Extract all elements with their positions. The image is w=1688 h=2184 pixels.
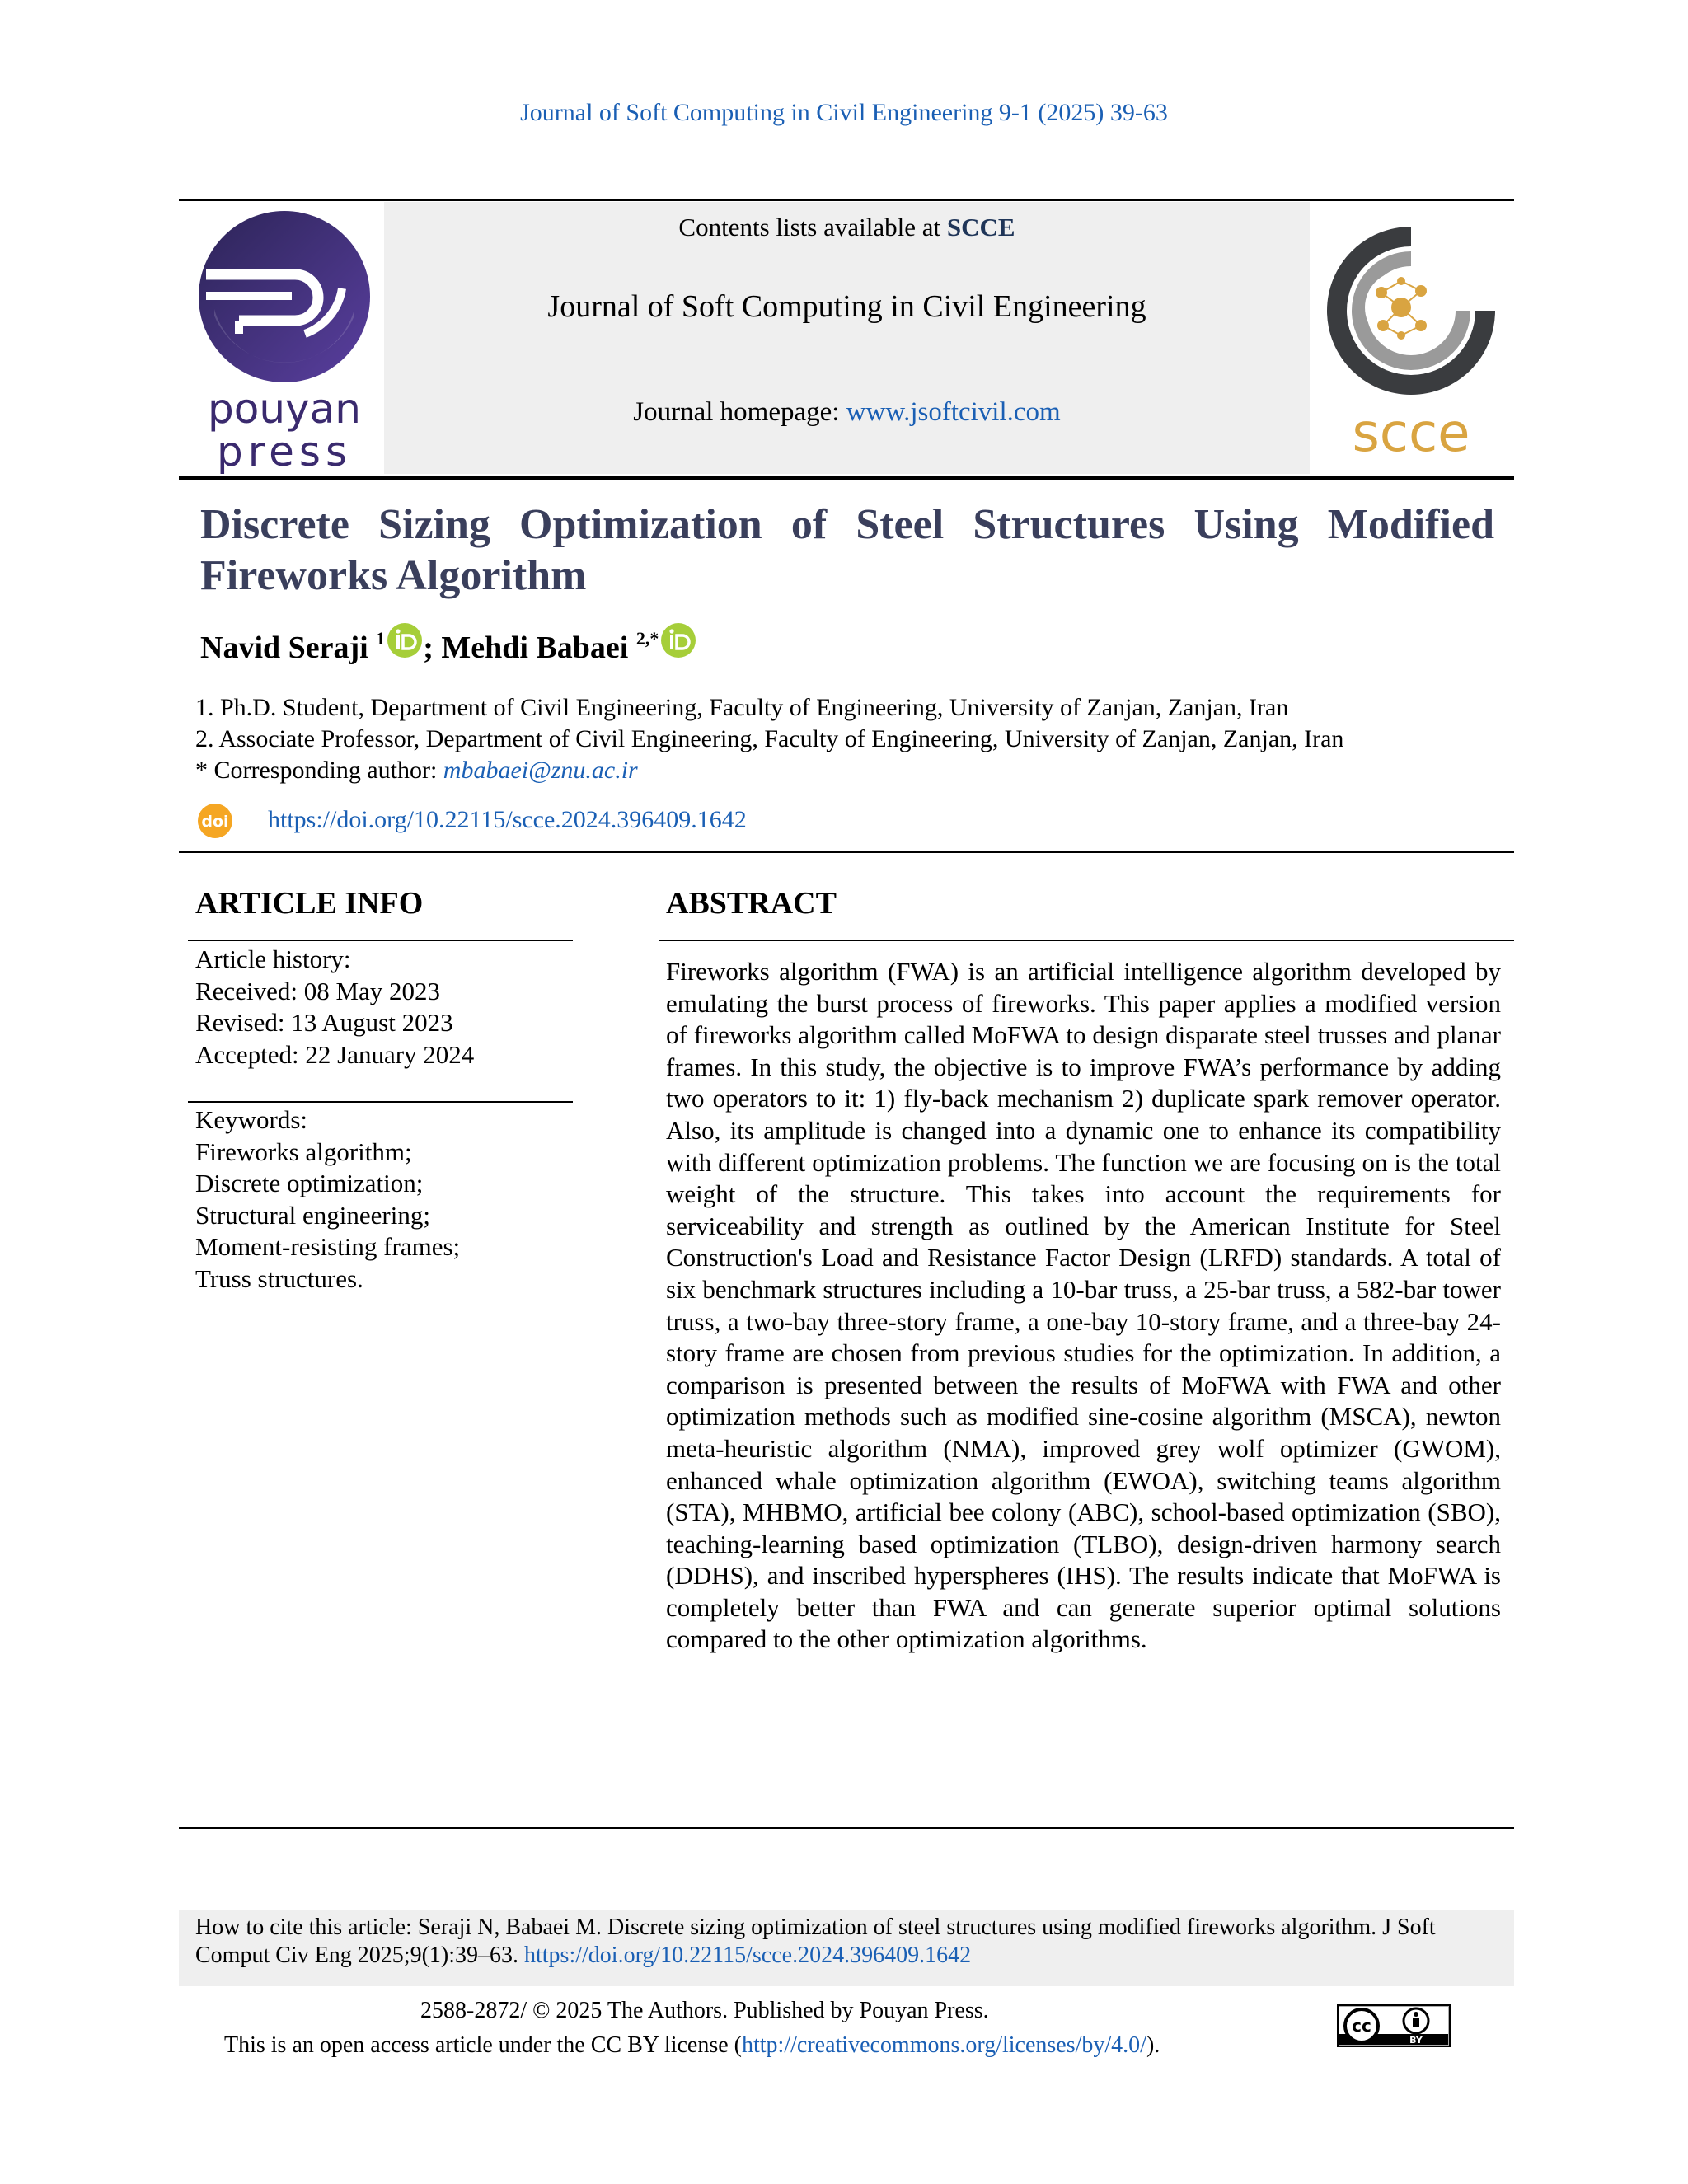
svg-text:cc: cc <box>1352 2016 1372 2036</box>
affiliation: 2. Associate Professor, Department of Civil Engineering, Faculty of Engineering, University of Zanjan, Zanjan, Iran <box>195 725 1344 752</box>
citation <box>195 1914 1506 1970</box>
header-bottom-rule <box>179 476 1514 480</box>
keywords-rule <box>188 1101 573 1103</box>
license-line <box>224 2032 1160 2059</box>
orcid-icon[interactable] <box>387 622 423 658</box>
homepage-link[interactable]: www.jsoftcivil.com <box>846 397 1061 427</box>
received-date: Received: 08 May 2023 <box>195 976 441 1005</box>
license-link[interactable]: http://creativecommons.org/licenses/by/4.0/ <box>742 2032 1146 2058</box>
scce-logo <box>1311 218 1512 466</box>
contents-line <box>384 213 1310 242</box>
journal-reference: Journal of Soft Computing in Civil Engineering 9-1 (2025) 39-63 <box>520 99 1168 126</box>
contents-prefix: Contents lists available at <box>678 213 947 241</box>
author-name: Navid Seraji <box>200 630 368 665</box>
abstract-text: Fireworks algorithm (FWA) is an artificial intelligence algorithm developed by emulating the burst process of fireworks. This paper applies a modified version of fireworks algorithm called MoFWA to design disparate steel trusses and planar frames. In this study, the objective is to improve FWA’s performance by adding two operators to it: 1) fly-back mechanism 2) duplicate spark remover operator. Also, its amplitude is changed into a dynamic one to enhance its compatibility with different optimization problems. The function we are focusing on is the total weight of the structure. This takes into account the requirements for serviceability and strength as outlined by the American Institute for Steel Construction's Load and Resistance Factor Design (LRFD) standards. A total of six benchmark structures including a 10-bar truss, a 25-bar truss, a 582-bar tower truss, a two-bay three-story frame, a one-bay 10-story frame, and a three-bay 24-story frame are chosen from previous studies for the optimization. In addition, a comparison is presented between the results of MoFWA with FWA and other optimization methods such as modified sine-cosine algorithm (MSCA), newton meta-heuristic algorithm (NMA), improved grey wolf optimizer (GWOM), enhanced whale optimization algorithm (EWOA), switching teams algorithm (STA), MHBMO, artificial bee colony (ABC), school-based optimization (SBO), teaching-learning based optimization (TLBO), design-driven harmony search (DDHS), and inscribed hyperspheres (IHS). The results indicate that MoFWA is completely better than FWA and can generate superior optimal solutions compared to the other optimization algorithms. <box>666 957 1501 1654</box>
author-separator: ; <box>423 630 442 665</box>
keyword-item: Structural engineering; <box>195 1200 430 1230</box>
doi-icon-label: doi <box>201 813 229 831</box>
keywords <box>195 1104 460 1295</box>
section-end-rule <box>179 1827 1514 1829</box>
cc-badge-label: BY <box>1409 2035 1423 2046</box>
keywords-label: Keywords: <box>195 1105 308 1134</box>
scce-logo-word: scce <box>1352 403 1470 464</box>
doi-icon <box>195 803 235 839</box>
author-name: Mehdi Babaei <box>441 630 629 665</box>
article-title: Discrete Sizing Optimization of Steel Structures Using Modified Fireworks Algorithm <box>200 501 1494 599</box>
author-superscript: 1 <box>376 628 386 649</box>
author-superscript: 2,* <box>635 628 659 649</box>
corresponding-label: * Corresponding author: <box>195 757 443 784</box>
pouyan-logo-word1: pouyan <box>208 385 361 433</box>
abstract-rule <box>659 940 1514 941</box>
article-history <box>195 944 474 1071</box>
contents-brand: SCCE <box>946 213 1015 241</box>
license-suffix: ). <box>1146 2032 1160 2058</box>
keyword-item: Truss structures. <box>195 1263 363 1293</box>
abstract-heading: ABSTRACT <box>666 886 837 921</box>
pouyan-logo-word2: press <box>216 428 353 474</box>
header-top-rule <box>179 199 1514 201</box>
pouyan-press-logo <box>190 210 379 474</box>
journal-name: Journal of Soft Computing in Civil Engineering <box>547 289 1146 324</box>
revised-date: Revised: 13 August 2023 <box>195 1008 453 1037</box>
affiliation: 1. Ph.D. Student, Department of Civil Engineering, Faculty of Engineering, University of Zanjan, Zanjan, Iran <box>195 694 1289 721</box>
article-info-rule <box>188 940 573 941</box>
corresponding-author <box>195 757 638 785</box>
header-banner <box>384 202 1310 474</box>
orcid-icon[interactable] <box>660 622 696 658</box>
keyword-item: Fireworks algorithm; <box>195 1137 412 1166</box>
citation-doi-link[interactable]: https://doi.org/10.22115/scce.2024.396409.1642 <box>524 1943 972 1968</box>
article-info-heading: ARTICLE INFO <box>195 886 424 921</box>
copyright-line: 2588-2872/ © 2025 The Authors. Published by Pouyan Press. <box>420 1998 989 2023</box>
cc-by-badge[interactable] <box>1337 2004 1451 2047</box>
keyword-item: Moment-resisting frames; <box>195 1232 461 1261</box>
accepted-date: Accepted: 22 January 2024 <box>195 1039 475 1069</box>
corresponding-email-link[interactable]: mbabaei@znu.ac.ir <box>443 757 638 784</box>
keyword-item: Discrete optimization; <box>195 1169 424 1197</box>
journal-homepage <box>384 397 1310 428</box>
history-label: Article history: <box>195 944 351 973</box>
citation-text: How to cite this article: Seraji N, Babaei M. Discrete sizing optimization of steel structures using modified fireworks algorithm. J Soft Comput Civ Eng 2025;9(1):39–63. <box>195 1915 1436 1968</box>
authors-line <box>200 630 696 668</box>
homepage-label: Journal homepage: <box>633 397 846 427</box>
license-prefix: This is an open access article under the CC BY license ( <box>224 2032 742 2058</box>
doi-link[interactable]: https://doi.org/10.22115/scce.2024.396409.1642 <box>268 806 747 833</box>
section-rule <box>179 851 1514 853</box>
